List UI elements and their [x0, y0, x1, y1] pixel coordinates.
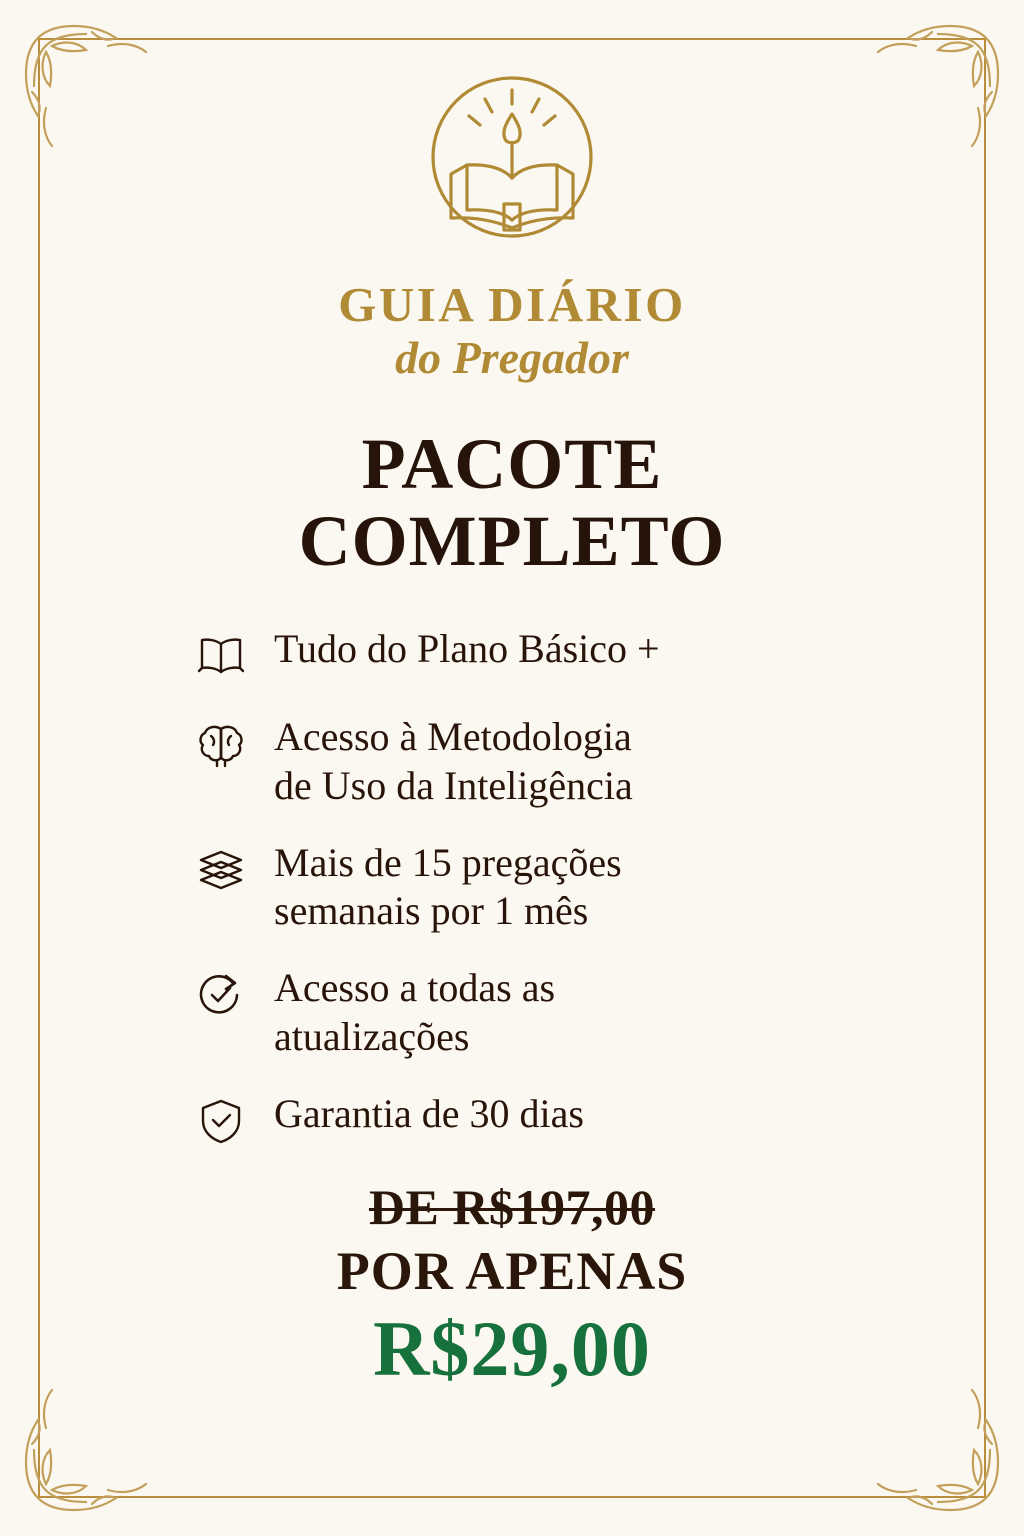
list-item-line-2: semanais por 1 mês: [274, 888, 589, 934]
list-item-label: [274, 839, 622, 937]
open-book-with-candle-flame-icon: [0, 52, 1024, 262]
ornamental-corner-flourish-bottom-left: [12, 1374, 162, 1524]
list-item-line-1: Acesso a todas as: [274, 965, 556, 1011]
headline-line-1: PACOTE: [361, 423, 663, 504]
brand-lockup: [0, 277, 1024, 384]
old-price: DE R$197,00: [368, 1178, 656, 1235]
list-item: [192, 839, 832, 937]
new-price: R$29,00: [373, 1304, 651, 1392]
list-item: [192, 1090, 832, 1150]
headline-line-2: COMPLETO: [298, 501, 726, 582]
brand-subtitle: do Pregador: [395, 331, 629, 383]
brain-icon: [192, 715, 250, 773]
list-item-line-1: Mais de 15 pregações: [274, 839, 622, 885]
list-item-label: Garantia de 30 dias: [274, 1090, 584, 1136]
list-item-label: [274, 713, 633, 811]
list-item-label: [274, 964, 555, 1062]
list-item-line-2: de Uso da Inteligência: [274, 762, 633, 808]
page-title: [0, 423, 1024, 582]
price-call-to-action-label: POR APENAS: [336, 1240, 688, 1301]
stack-books-icon: [192, 841, 250, 899]
ornamental-corner-flourish-bottom-right: [862, 1374, 1012, 1524]
refresh-check-icon: [192, 966, 250, 1024]
list-item-line-2: atualizações: [274, 1014, 470, 1060]
list-item: [192, 625, 832, 685]
list-item: [192, 964, 832, 1062]
list-item-line-1: Acesso à Metodologia: [274, 714, 632, 760]
pricing-block: [0, 1178, 1024, 1394]
benefits-list: [192, 625, 832, 1150]
shield-check-icon: [192, 1092, 250, 1150]
open-book-icon: [192, 627, 250, 685]
list-item: [192, 713, 832, 811]
list-item-label: Tudo do Plano Básico +: [274, 626, 660, 672]
brand-title: GUIA DIÁRIO: [338, 277, 686, 332]
